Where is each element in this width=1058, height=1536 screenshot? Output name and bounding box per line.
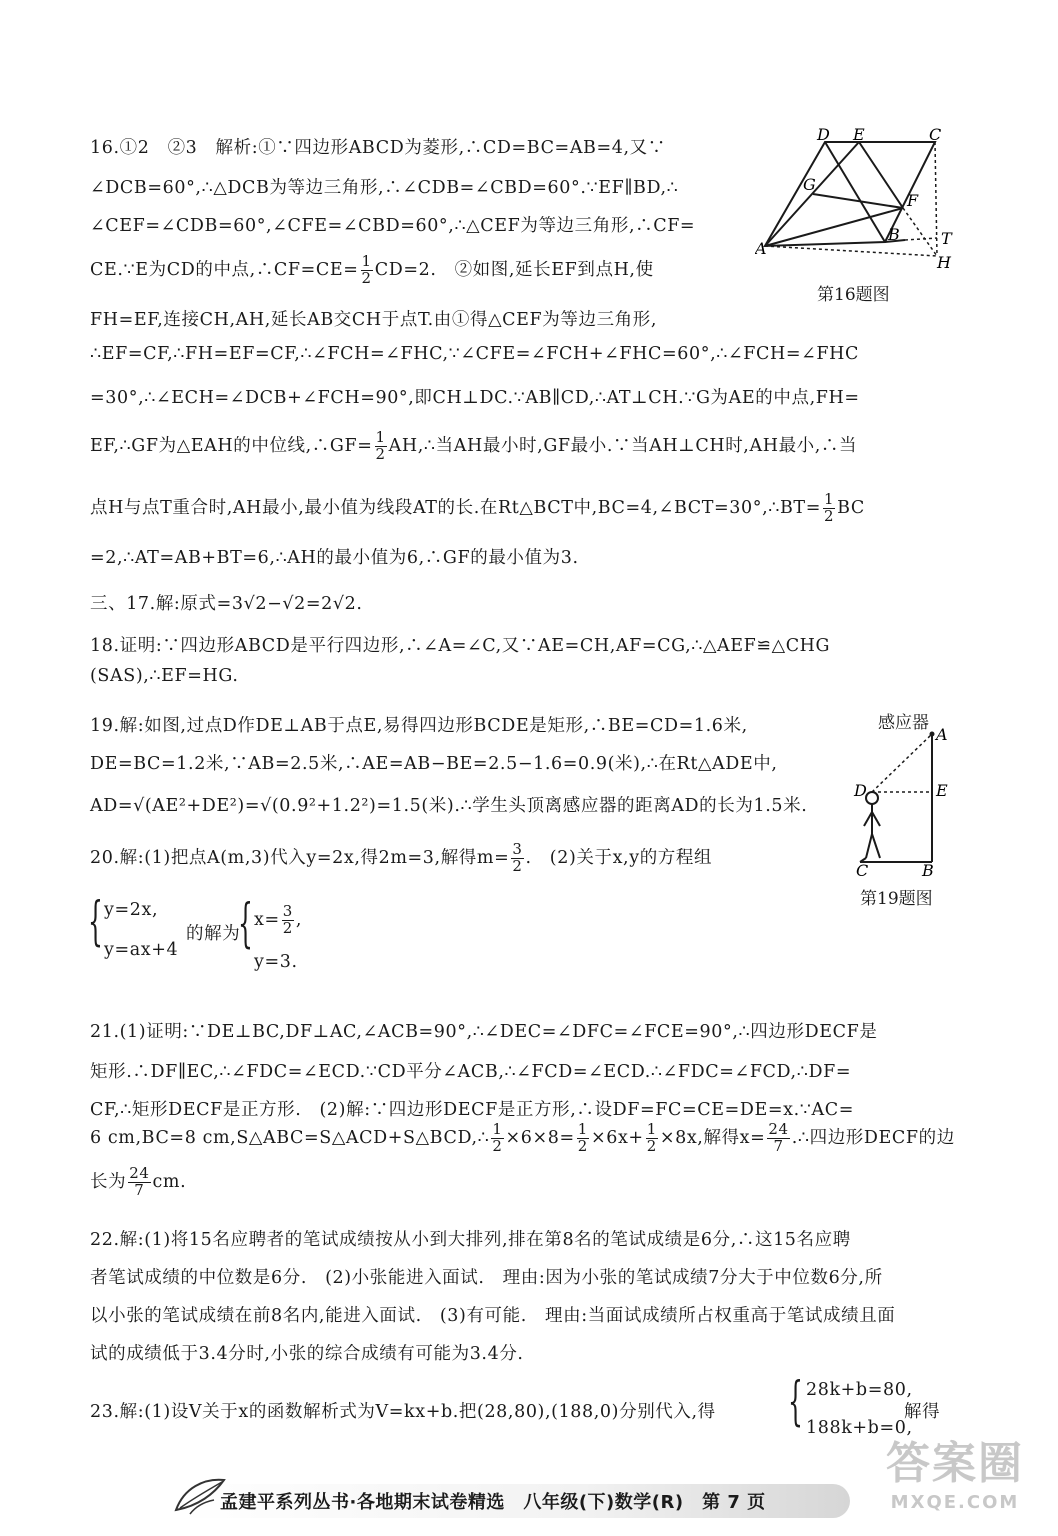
label-B: B <box>888 225 900 244</box>
page-footer: 孟建平系列丛书·各地期末试卷精选 八年级(下)数学(R) 第 7 页 <box>220 1492 766 1513</box>
watermark <box>860 1436 1050 1532</box>
p16-line-5: FH=EF,连接CH,AH,延长AB交CH于点T.由①得△CEF为等边三角形, <box>90 310 658 330</box>
p22-line-4: 试的成绩低于3.4分时,小张的综合成绩有可能为3.4分. <box>90 1344 524 1364</box>
label-D: D <box>817 126 830 144</box>
label-D: D <box>854 781 867 800</box>
label-B: B <box>922 861 934 880</box>
p20-system1-bottom: y=ax+4 <box>104 940 179 960</box>
p21-line-2: 矩形.∴DF∥EC,∴∠FDC=∠ECD.∵CD平分∠ACB,∴∠FCD=∠ECD.∴∠FDC=∠FCD,∴DF= <box>90 1062 852 1082</box>
p16-line-9: 点H与点T重合时,AH最小,最小值为线段AT的长.在Rt△BCT中,BC=4,∠BCT=30°,∴BT= $\frac{1}{2}$ BC <box>90 490 865 525</box>
fraction-half: $\frac{1}{2}$ <box>375 428 386 463</box>
watermark-title: 答案圈 <box>886 1438 1024 1489</box>
sensor-label: 感应器 <box>878 713 929 733</box>
p20-system1-top: y=2x, <box>104 900 159 920</box>
p16-line-1: 16.①2 ②3 解析:①∵四边形ABCD为菱形,∴CD=BC=AB=4,又∵ <box>90 138 666 158</box>
label-E: E <box>936 781 948 800</box>
label-F: F <box>907 191 919 210</box>
system-brace-1: { <box>88 892 103 952</box>
p22-line-3: 以小张的笔试成绩在前8名内,能进入面试. (3)有可能. 理由:当面试成绩所占权重高于笔试成绩且面 <box>90 1306 896 1326</box>
p17-line-1: 三、17.解:原式=3√2−√2=2√2. <box>90 594 363 614</box>
p21-line-5: 长为 $\frac{24}{7}$ cm. <box>90 1164 187 1199</box>
label-C: C <box>856 861 869 880</box>
label-E: E <box>853 126 865 144</box>
p16-line-6: ∴EF=CF,∴FH=EF=CF,∴∠FCH=∠FHC,∵∠CFE=∠FCH+∠FHC=60°,∴∠FCH=∠FHC <box>90 344 859 364</box>
figure-16-caption: 第16题图 <box>817 285 890 305</box>
fraction-24-7: $\frac{24}{7}$ <box>129 1164 150 1199</box>
fraction-24-7: $\frac{24}{7}$ <box>768 1120 789 1155</box>
fraction-three-halves: $\frac{3}{2}$ <box>512 840 523 875</box>
p23-line-1: 23.解:(1)设V关于x的函数解析式为V=kx+b.把(28,80),(188,0)分别代入,得 <box>90 1402 716 1422</box>
label-H: H <box>937 253 951 272</box>
fraction-half: $\frac{1}{2}$ <box>646 1120 657 1155</box>
figure-16 <box>755 126 965 276</box>
system-brace-3: { <box>788 1372 803 1432</box>
p21-line-1: 21.(1)证明:∵DE⊥BC,DF⊥AC,∠ACB=90°,∴∠DEC=∠DFC=∠FCE=90°,∴四边形DECF是 <box>90 1022 878 1042</box>
fraction-half: $\frac{1}{2}$ <box>823 490 835 525</box>
p23-system-top: 28k+b=80, <box>806 1380 913 1400</box>
figure-19-caption: 第19题图 <box>860 889 933 909</box>
p19-line-1: 19.解:如图,过点D作DE⊥AB于点E,易得四边形BCDE是矩形,∴BE=CD=1.6米, <box>90 716 748 736</box>
p21-line-3: CF,∴矩形DECF是正方形. (2)解:∵四边形DECF是正方形,∴设DF=FC=CE=DE=x.∵AC= <box>90 1100 854 1120</box>
p21-line-4: 6 cm,BC=8 cm,S△ABC=S△ACD+S△BCD,∴ $\frac{1}{2}$ ×6×8= $\frac{1}{2}$ ×6x+ $\frac{1}{2}$ ×8x,解得x= $\frac{24}{7}$ .∴四边形DECF的边 <box>90 1120 955 1155</box>
p20-line-1: 20.解:(1)把点A(m,3)代入y=2x,得2m=3,解得m= $\frac{3}{2}$ . (2)关于x,y的方程组 <box>90 840 713 875</box>
p23-system-bottom: 188k+b=0, <box>806 1418 913 1438</box>
p16-line-2: ∠DCB=60°,∴△DCB为等边三角形,∴∠CDB=∠CBD=60°.∵EF∥BD,∴ <box>90 178 679 198</box>
label-G: G <box>803 175 816 194</box>
label-T: T <box>941 229 952 248</box>
p20-system2-top: x= $\frac{3}{2}$ , <box>254 902 303 937</box>
p22-line-2: 者笔试成绩的中位数是6分. (2)小张能进入面试. 理由:因为小张的笔试成绩7分大于中位数6分,所 <box>90 1268 883 1288</box>
p18-line-1: 18.证明:∵四边形ABCD是平行四边形,∴∠A=∠C,又∵AE=CH,AF=CG,∴△AEF≌△CHG <box>90 636 831 656</box>
p19-line-2: DE=BC=1.2米,∵AB=2.5米,∴AE=AB−BE=2.5−1.6=0.9(米),∴在Rt△ADE中, <box>90 754 778 774</box>
watermark-url: MXQE.COM <box>890 1492 1020 1513</box>
p20-system2-bottom: y=3. <box>254 952 298 972</box>
fraction-half: $\frac{1}{2}$ <box>361 252 372 287</box>
sensor-point <box>930 732 935 737</box>
label-C: C <box>929 126 942 144</box>
fraction-half: $\frac{1}{2}$ <box>492 1120 503 1155</box>
p16-line-4: CE.∵E为CD的中点,∴CF=CE= $\frac{1}{2}$ CD=2. ②如图,延长EF到点H,使 <box>90 252 654 287</box>
p18-line-2: (SAS),∴EF=HG. <box>90 666 239 686</box>
label-A: A <box>936 728 948 744</box>
fraction-three-halves: $\frac{3}{2}$ <box>282 902 293 937</box>
p16-line-7: =30°,∴∠ECH=∠DCB+∠FCH=90°,即CH⊥DC.∵AB∥CD,∴AT⊥CH.∵G为AE的中点,FH= <box>90 388 860 408</box>
label-A: A <box>755 239 767 258</box>
p19-line-3: AD=√(AE²+DE²)=√(0.9²+1.2²)=1.5(米).∴学生头顶离感应器的距离AD的长为1.5米. <box>90 796 808 816</box>
p23-end-text: 解得 <box>904 1402 941 1422</box>
system-brace-2: { <box>238 894 253 954</box>
p16-line-10: =2,∴AT=AB+BT=6,∴AH的最小值为6,∴GF的最小值为3. <box>90 548 579 568</box>
figure-19 <box>852 728 952 880</box>
p20-solution-text: 的解为 <box>186 924 241 944</box>
p16-line-8: EF,∴GF为△EAH的中位线,∴GF= $\frac{1}{2}$ AH,∴当AH最小时,GF最小.∵当AH⊥CH时,AH最小,∴当 <box>90 428 858 463</box>
fraction-half: $\frac{1}{2}$ <box>577 1120 588 1155</box>
p16-line-3: ∠CEF=∠CDB=60°,∠CFE=∠CBD=60°,∴△CEF为等边三角形,∴CF= <box>90 216 696 236</box>
p22-line-1: 22.解:(1)将15名应聘者的笔试成绩按从小到大排列,排在第8名的笔试成绩是6分,∴这15名应聘 <box>90 1230 851 1250</box>
